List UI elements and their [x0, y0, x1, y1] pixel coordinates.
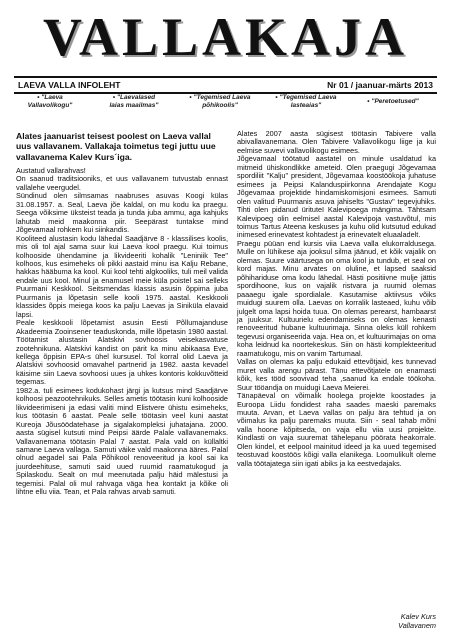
paragraph: Jõgevamaal töötatud aastatel on minule usaldatud ka mitmeid ühiskondlikke ameteid. Olen praegugi Jõgevamaa spordiliit "Kalju" president, Jõgevamaa koostöökoja juhatuse esimees ja Peipsi Kalanduspiirkonna Arendajate Kogu Jõgevamaa projektide hindamiskomisjoni esimees. Samuti olen valitud Puurmanis asuva jahiselts "Gustav" tegevjuhiks. Tihti olen pidanud ürituteI Kalevipoega mängima. Tähtsam Kalevipoeg olin eelmisel aastal Kalevipoja vastuvõtul, mis toimus Tartus Ateena keskuses ja kuhu olid kutsutud edukad inimesed erinevatest kohtadest ja erinevatelt eluaaladelt. — [237, 154, 436, 240]
paragraph: Peale keskkooli lõpetamist asusin Eesti Põllumajanduse Akadeemia Zooinsener teaduskonda, mille lõpetasin 1980 aastal. Töötamist alustasin Alatskivi sovhoosis veisekasvatuse zootehnikuna. Alatskivi kandist on pärit ka minu abikaasa Eve, kellega õppisin EPA-s ühel kursusel. Tol korral olid Laeva ja Alatskivi sovhoosid omavahel partnerid ja 1982. aasta kevadel käisime siin Laeva sovhoosi uues ja uhkes kontoris kokkuvõtteid tegemas. — [16, 318, 228, 387]
publication-name: LAEVA VALLA INFOLEHT — [18, 80, 121, 90]
newspaper-title: VALLAKAJA — [42, 7, 409, 67]
section-item-vallavolikogu: • "Laeva Vallavolikogu" — [27, 94, 73, 109]
paragraph: Alates 2007 aasta sügisest töötasin Tabivere valla abivallavanemana. Olen Tabivere Vallavolikogu liige ja kui eelmise suvevi vallavolikogu esimees. — [237, 129, 436, 155]
paragraph: Praegu püüan end kursis viia Laeva valla elukorraldusega. Mulle on lühikese aja jooksul silma jäänud, et kõik vajalik on olemas. Suure väärtusega on oma kool ja tundub, et seal on kord majas. Minu arvates on oluline, et lapsed saaksid põhihariduse oma kodu lähedal. Hästi positiivne mulje jättis spordihoone, kus on vajalik ristvara ja ruumid olemas paaaegu igale spordialale. Kasutamise aktiivsus võiks muidugi suurem olla. Laevas on korralik lasteaed, kuhu võib julgelt oma lapsi hoida tuua. On olemas perearst, hambaarst ja juuksur. Kultuurielu edendamiseks on olemas kenasti renoveeritud hubane kultuurimaja. Sinna oleks küll rohkem tegevusi organiseerida vaja. Hea on, et kultuurimajas on oma koha leidnud ka noortekeskus. Siin on hästi komplekteeritud raamatukogu, mis on vanim Tartumaal. — [237, 238, 436, 358]
issue-number: Nr 01 / jaanuar-märts 2013 — [327, 80, 433, 90]
signature — [380, 612, 436, 630]
signature-name: Kalev Kurs — [400, 612, 436, 621]
paragraph: On saanud traditsiooniks, et uus vallavanem tutvustab ennast vallalehe veergudel. — [16, 174, 228, 192]
paragraph: 1982.a. tuli esimees kodukohast järgi ja kutsus mind Saadjärve kolhoosi peazootehnikuks. Selles ametis töötasin kuni kolhooside likvideerimiseni ja edasi valiti mind Elistvere ühistu esimeheks, kus töötasin 6 aastat. Peale selle töötasin veel kuni aastat Kureoja Jõusöödatehase ja sigalakompleksi juhatajana. 2000. aasta sügisel kutsuti mind Peipsi äärde Palale vallavanemaks. Vallavanemana töötasin Palal 7 aastat. Pala vald on küllaltki samane Laeva vallaga. Samuti väike vald maakonna ääres. Palal olnud aegadel sai Pala Põhikool renoveeritud ja kool sai ka juurdeehituse, samuti said uued ruumid raamatukogud ja Spilaskodu. Sealt on mul meenutada palju häid mälestusi ja tegemisi. Palal oli mul rahvaga väga hea kontakt ja kõike oli lihtne ellu viia. Tean, et Pala rahvas arvab samuti. — [16, 385, 228, 497]
masthead — [0, 0, 451, 70]
section-index — [14, 94, 437, 126]
section-item-peretoetused: • "Peretoetused" — [367, 98, 419, 105]
section-item-laevalased: • "Laevalased laias maailmas" — [109, 94, 159, 109]
article-column-right — [237, 130, 436, 468]
paragraph: Kooliteed alustasin kodu lähedal Saadjärve 8 - klassilises koolis, mis oli tol ajal sama suur kui Laeva kool praegu. Kui toimus kolhooside ühendamine ja likvideeriti kohalik "Leniniik Tee" kolhoos, kus esimeheks oli pikki aastaid minu isa Kalju Rebane, hakkas hääbuma ka kool. Kui kool tehti algkooliks, tuli meil valida endale uus kool. Minul ja enamusel meie küla poistel sai selleks Puurmani Keskkool. Seitsmendas klassis asusin õppima juba Puurmanis ja lõpetasin selle kooli 1975. aastal. Keskkooli klassides õppis meiega koos ka palju Laevas ja Siniküla elavaid lapsi. — [16, 233, 228, 319]
paragraph: Tänapäeval on võimalik hoolega projekte koostades ja Euroopa Liidu fondidest raha saades maeski paremaks muuta. Arvan, et Laeva vallas on palju ära tehtud ja on võimalus ka palju paremaks muuta. Siin - seal tahab mõni valla hoone kõpitseda, on vaja ellu viia uusi projekte. Kindlasti on vaja suuremat tähelepanu pöörata heakorrale. Olen kindel, et eelpool mainitud ideed ja ka uued tegemised teostuvad koostöös kõigi valla elanikega. Loomulikult oleme valla töötajatega siin igati abiks ja ka eestvedajaks. — [237, 391, 436, 468]
section-item-lasteaed: • "Tegemised Laeva lasteaias" — [275, 94, 337, 109]
paragraph: Austatud vallarahvas! — [16, 166, 86, 175]
lead-paragraph: Alates jaanuarist teisest poolest on Laeva vallal uus vallavanem. Vallakaja toimetus tegi juttu uue vallavanema Kalev Kurs´iga. — [16, 131, 216, 162]
signature-role: Vallavanem — [398, 621, 436, 630]
section-item-pohikool: • "Tegemised Laeva põhikoolis" — [189, 94, 251, 109]
info-bar — [14, 76, 437, 94]
paragraph: Sündinud olen silmsamas naabruses asuvas Koogi külas 31.08.1957. a. Seal, Laeva jõe kaldal, on mu kodu ka praegu. Seega võiksime üksteist teada ja tunda juba ammu, aga kahjuks lahutab meid maakonna piir. Seepärast tuntakse mind Jõgevamaal rohkem kui siinkandis. — [16, 191, 228, 235]
paragraph: Vallas on olemas ka palju edukaid ettevõtjaid, kes tunnevad muret valla arengu pärast. Tänu ettevõtjatele on enamasti kõik, kes tööd soovivad teha ,saanud ka endale töökoha. Suur tööandja on muidugi Laeva Meierei. — [237, 357, 436, 392]
article-column-left — [16, 167, 228, 497]
